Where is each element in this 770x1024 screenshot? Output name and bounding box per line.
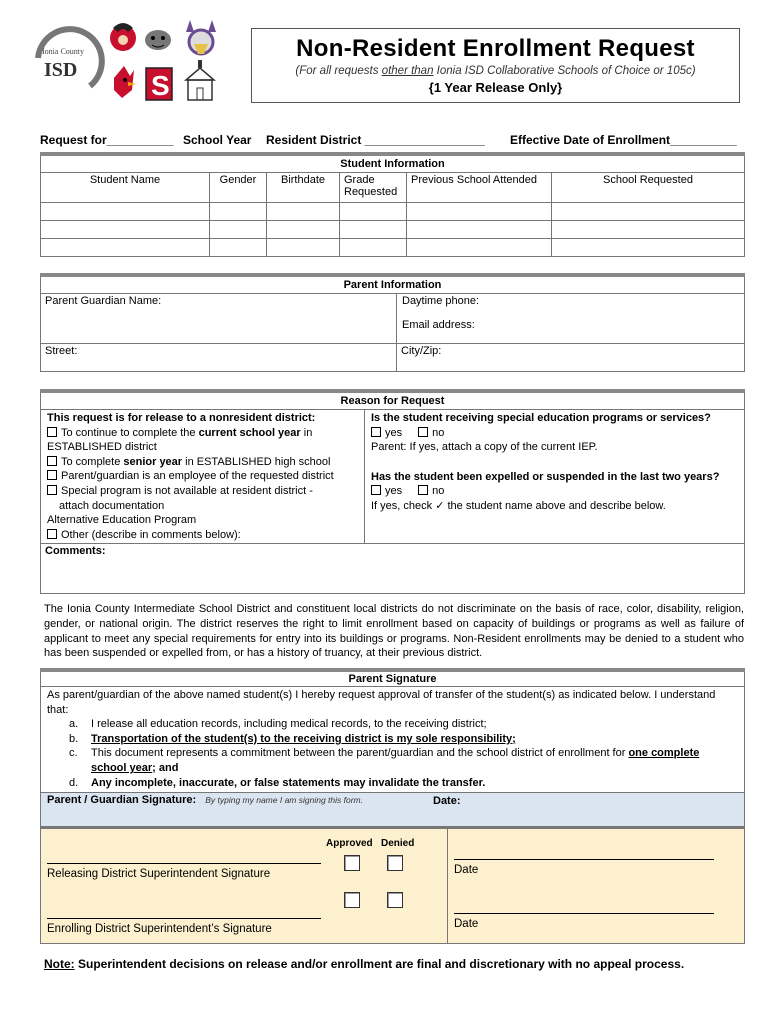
city-zip-field[interactable]: City/Zip: bbox=[397, 344, 745, 372]
checkbox[interactable] bbox=[47, 470, 57, 480]
viking-mascot-icon bbox=[186, 20, 216, 54]
reason-section bbox=[40, 389, 745, 594]
guardian-name-field[interactable]: Parent Guardian Name: bbox=[41, 294, 397, 344]
option-special-program[interactable]: Special program is not available at resident district - bbox=[47, 484, 358, 499]
district-logos bbox=[28, 18, 238, 110]
releasing-signature-label: Releasing District Superintendent Signature bbox=[47, 868, 271, 880]
date-line-1[interactable] bbox=[454, 859, 714, 860]
checkbox[interactable] bbox=[47, 456, 57, 466]
enrolling-signature-line[interactable] bbox=[47, 918, 321, 919]
option-other[interactable]: Other (describe in comments below): bbox=[47, 528, 358, 543]
reason-table bbox=[40, 389, 745, 594]
release-options-title: This request is for release to a nonresident district: bbox=[47, 412, 316, 424]
term-d: d. Any incomplete, inaccurate, or false statements may invalidate the transfer. bbox=[69, 776, 486, 789]
trojan-mascot-icon bbox=[110, 23, 136, 51]
parent-signature-section bbox=[40, 668, 745, 829]
title-box bbox=[251, 28, 740, 103]
term-b: b. Transportation of the student(s) to the receiving district is my sole responsibility; bbox=[69, 732, 516, 745]
parent-info-heading: Parent Information bbox=[41, 275, 745, 294]
col-student-name: Student Name bbox=[41, 173, 210, 203]
approved-label: Approved bbox=[326, 838, 373, 849]
signature-label: Parent / Guardian Signature: bbox=[47, 794, 197, 807]
option-current-year-cont: ESTABLISHED district bbox=[47, 441, 157, 454]
option-alt-ed: Alternative Education Program bbox=[47, 514, 197, 527]
signature-date-field[interactable]: Date: bbox=[433, 795, 461, 808]
superintendent-section bbox=[40, 826, 745, 944]
note-label: Note: bbox=[44, 957, 75, 971]
enrolling-approved-checkbox[interactable] bbox=[344, 892, 360, 908]
terms-cell bbox=[41, 687, 745, 793]
date-label-1: Date bbox=[454, 864, 479, 876]
sped-yes-no: yes no bbox=[371, 426, 738, 441]
sped-question: Is the student receiving special education programs or services? bbox=[371, 412, 711, 424]
s-letter-text: S bbox=[151, 70, 170, 101]
col-grade-requested: Grade Requested bbox=[340, 173, 407, 203]
option-special-program-cont: attach documentation bbox=[59, 499, 165, 512]
col-birthdate: Birthdate bbox=[267, 173, 340, 203]
parent-signature-heading: Parent Signature bbox=[41, 670, 745, 687]
parent-info-section bbox=[40, 273, 745, 372]
releasing-approved-checkbox[interactable] bbox=[344, 855, 360, 871]
release-note: {1 Year Release Only} bbox=[428, 80, 563, 95]
term-a: a. I release all education records, including medical records, to the receiving district; bbox=[69, 718, 487, 731]
logo-county-text: Ionia County bbox=[42, 47, 84, 56]
col-previous-school: Previous School Attended bbox=[407, 173, 552, 203]
col-school-requested: School Requested bbox=[552, 173, 745, 203]
option-current-year[interactable]: To continue to complete the current school year in bbox=[47, 426, 358, 441]
enrolling-signature-label: Enrolling District Superintendent’s Signature bbox=[47, 923, 272, 935]
bulldog-mascot-icon bbox=[145, 30, 171, 50]
table-row[interactable] bbox=[41, 203, 745, 221]
releasing-signature-line[interactable] bbox=[47, 863, 321, 864]
option-senior-year[interactable]: To complete senior year in ESTABLISHED high school bbox=[47, 455, 358, 470]
logo-isd-text: ISD bbox=[44, 59, 78, 81]
expel-yes-no: yes no bbox=[371, 484, 738, 499]
expel-question: Has the student been expelled or suspended in the last two years? bbox=[371, 470, 720, 483]
sped-note: Parent: If yes, attach a copy of the current IEP. bbox=[371, 441, 598, 454]
checkbox[interactable] bbox=[47, 529, 57, 539]
col-gender: Gender bbox=[210, 173, 267, 203]
term-c: c. This document represents a commitment between the parent/guardian and the school district of enrollment for one complete school year; and bbox=[69, 747, 700, 774]
parent-signature-table bbox=[40, 668, 745, 829]
ionia-isd-logo bbox=[38, 29, 102, 86]
sped-no-checkbox[interactable] bbox=[418, 427, 428, 437]
option-employee[interactable]: Parent/guardian is an employee of the requested district bbox=[47, 469, 358, 484]
date-line-2[interactable] bbox=[454, 913, 714, 914]
expel-note: If yes, check ✓ the student name above and describe below. bbox=[371, 499, 666, 512]
cardinal-mascot-icon bbox=[114, 66, 136, 98]
street-field[interactable]: Street: bbox=[41, 344, 397, 372]
table-row[interactable] bbox=[41, 221, 745, 239]
reason-heading: Reason for Request bbox=[41, 391, 745, 410]
sped-yes-checkbox[interactable] bbox=[371, 427, 381, 437]
form-title: Non-Resident Enrollment Request bbox=[296, 35, 695, 62]
denied-label: Denied bbox=[381, 838, 415, 849]
student-info-heading: Student Information bbox=[41, 154, 745, 173]
comments-field[interactable]: Comments: bbox=[41, 544, 745, 594]
student-info-table bbox=[40, 152, 745, 257]
effective-date-field[interactable]: Effective Date of Enrollment__________ bbox=[510, 133, 737, 147]
resident-district-field[interactable]: Resident District __________________ bbox=[266, 133, 485, 147]
checkbox[interactable] bbox=[47, 485, 57, 495]
expel-no-checkbox[interactable] bbox=[418, 485, 428, 495]
final-note bbox=[44, 957, 684, 971]
request-for-field[interactable]: Request for__________ bbox=[40, 133, 174, 147]
table-row[interactable] bbox=[41, 239, 745, 257]
release-options bbox=[41, 410, 365, 544]
s-letter-logo bbox=[146, 68, 172, 101]
note-text: Superintendent decisions on release and/or enrollment are final and discretionary with no appeal process. bbox=[74, 957, 685, 971]
nondiscrimination-statement: The Ionia County Intermediate School District and constituent local districts do not discriminate on the basis of race, color, disability, religion, gender, or national origin. The district reserves the right to limit enrollment based on capacity of buildings or programs as well as failure of applicant to meet any special requirements for entry into its buildings or programs. Non-Resident enrollments may be denied to a student who has been suspended or expelled from, or has a history of truancy, at their previous district. bbox=[44, 603, 744, 660]
form-subtitle: (For all requests other than Ionia ISD Collaborative Schools of Choice or 105c) bbox=[295, 65, 696, 77]
email-field[interactable]: Email address: bbox=[402, 319, 475, 331]
signature-row bbox=[41, 793, 745, 829]
check-mark-icon: ✓ bbox=[435, 499, 445, 512]
date-label-2: Date bbox=[454, 918, 479, 930]
checkbox[interactable] bbox=[47, 427, 57, 437]
parent-info-table bbox=[40, 273, 745, 372]
expel-yes-checkbox[interactable] bbox=[371, 485, 381, 495]
divider bbox=[447, 829, 448, 944]
signature-field[interactable]: By typing my name I am signing this form. bbox=[205, 795, 363, 806]
schoolhouse-icon bbox=[186, 60, 214, 100]
terms-intro: As parent/guardian of the above named student(s) I hereby request approval of transfer of the student(s) as indicated below. I understand that: bbox=[47, 689, 716, 716]
releasing-denied-checkbox[interactable] bbox=[387, 855, 403, 871]
daytime-phone-field[interactable]: Daytime phone: bbox=[402, 295, 480, 307]
phone-email-cell bbox=[397, 294, 745, 344]
sped-expel-questions bbox=[365, 410, 745, 544]
enrolling-denied-checkbox[interactable] bbox=[387, 892, 403, 908]
student-info-section bbox=[40, 152, 745, 257]
school-year-label: School Year bbox=[183, 133, 252, 147]
